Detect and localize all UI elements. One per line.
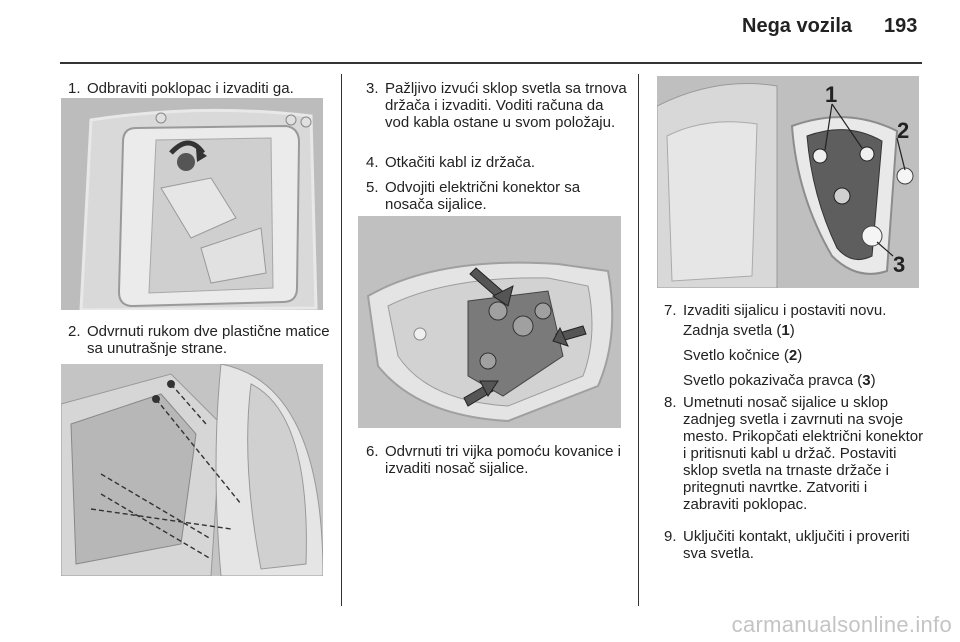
callout-3: 3 xyxy=(893,252,906,277)
step-5 xyxy=(366,179,628,213)
step-2 xyxy=(68,323,330,357)
step-number: 1. xyxy=(68,80,81,97)
bulb-ref-number: 1 xyxy=(781,322,790,339)
figure-bulb-holder-connector xyxy=(358,216,621,428)
step-8 xyxy=(664,394,926,513)
figure-plastic-nuts xyxy=(61,364,323,576)
step-number: 6. xyxy=(366,443,379,460)
step-7 xyxy=(664,302,926,319)
step-text: Odvojiti električni konektor sa nosača sijalice. xyxy=(385,179,581,213)
bulb-brake-light: Svetlo kočnice (2) xyxy=(683,347,803,364)
step-text: Odvrnuti tri vijka pomoću kovanice i izvaditi nosač sijalice. xyxy=(385,443,621,477)
step-number: 3. xyxy=(366,80,379,97)
step-number: 4. xyxy=(366,154,379,171)
step-text: Pažljivo izvući sklop svetla sa trnova držača i izvaditi. Voditi računa da vod kabla ostane u svom položaju. xyxy=(385,80,627,131)
step-text: Izvaditi sijalicu i postaviti novu. xyxy=(683,302,887,319)
step-text: Odbraviti poklopac i izvaditi ga. xyxy=(87,80,294,97)
step-number: 7. xyxy=(664,302,677,319)
step-4 xyxy=(366,154,628,171)
step-number: 2. xyxy=(68,323,81,340)
step-text: Uključiti kontakt, uključiti i proveriti sva svetla. xyxy=(683,528,910,562)
step-6 xyxy=(366,443,628,477)
page-number: 193 xyxy=(884,15,918,37)
bulb-ref-number: 2 xyxy=(788,347,798,364)
step-3 xyxy=(366,80,628,131)
step-number: 9. xyxy=(664,528,677,545)
column-divider-2 xyxy=(638,74,639,606)
step-number: 5. xyxy=(366,179,379,196)
header-rule xyxy=(60,62,922,64)
step-text: Umetnuti nosač sijalice u sklop zadnjeg svetla i zavrnuti na svoje mesto. Prikopčati električni konektor i pritisnuti kabl u držač. Postaviti sklop svetla na trnaste držače i pritegnuti navrtke. Zatvoriti i zabraviti poklopac. xyxy=(683,394,924,513)
figure-cover-removal xyxy=(61,98,323,310)
watermark: carmanualsonline.info xyxy=(731,612,952,637)
callout-1: 1 xyxy=(825,82,838,107)
figure-bulb-positions xyxy=(657,76,919,288)
bulb-turn-signal: Svetlo pokazivača pravca (3) xyxy=(683,372,876,389)
step-text: Odvrnuti rukom dve plastične matice sa unutrašnje strane. xyxy=(87,323,330,357)
step-text: Otkačiti kabl iz držača. xyxy=(385,154,536,171)
column-divider-1 xyxy=(341,74,342,606)
page-header-title: Nega vozila xyxy=(742,15,853,37)
step-9 xyxy=(664,528,926,562)
step-1 xyxy=(68,80,330,97)
bulb-ref-number: 3 xyxy=(862,372,871,389)
bulb-rear-light: Zadnja svetla (1) xyxy=(683,322,795,339)
step-number: 8. xyxy=(664,394,677,411)
callout-2: 2 xyxy=(897,118,910,143)
